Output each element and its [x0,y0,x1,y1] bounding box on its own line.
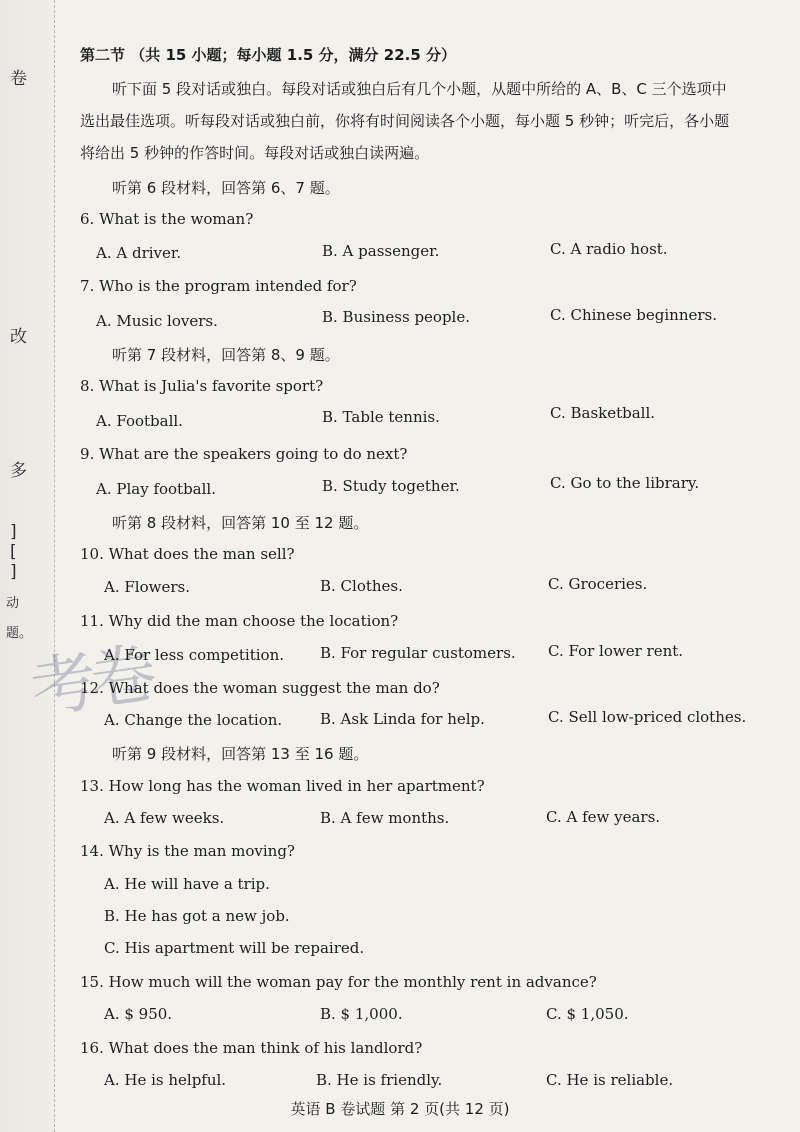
question-stem: 11. Why did the man choose the location? [80,612,399,630]
option-c: C. He is reliable. [546,1071,674,1089]
option-a: A. A driver. [96,244,182,262]
option-c: C. Sell low-priced clothes. [548,708,747,726]
margin-char: 卷 [10,69,27,89]
instructions-line: 选出最佳选项。听每段对话或独白前，你将有时间阅读各个小题，每小题 5 秒钟；听完后，各小题 [80,112,730,130]
option-b: B. For regular customers. [320,644,516,662]
option-c: C. For lower rent. [548,642,684,660]
question-stem: 14. Why is the man moving? [80,842,295,860]
question-stem: 13. How long has the woman lived in her apartment? [80,777,485,795]
question-stem: 6. What is the woman? [80,210,254,228]
option-c: C. A radio host. [550,240,668,258]
instructions-line: 听下面 5 段对话或独白。每段对话或独白后有几个小题，从题中所给的 A、B、C 三个选项中 [112,80,727,98]
option-c: C. Basketball. [550,404,656,422]
page-footer: 英语 B 卷试题 第 2 页(共 12 页) [290,1100,510,1118]
material-heading: 听第 8 段材料，回答第 10 至 12 题。 [112,514,369,532]
option-b: B. A passenger. [322,242,440,260]
option-b: B. He has got a new job. [104,907,290,925]
margin-char: [ [10,542,17,562]
margin-char: 动 [6,596,20,611]
option-c: C. Go to the library. [550,474,700,492]
question-stem: 15. How much will the woman pay for the monthly rent in advance? [80,973,597,991]
option-b: B. Table tennis. [322,408,440,426]
option-b: B. Clothes. [320,577,403,595]
option-a: A. For less competition. [104,646,285,664]
material-heading: 听第 7 段材料，回答第 8、9 题。 [112,346,340,364]
margin-char: ] [10,562,17,582]
option-b: B. Study together. [322,477,460,495]
margin-char: 改 [10,327,27,347]
binding-line [54,0,56,1132]
watermark-stamp: 考卷 [26,634,156,728]
option-a: A. $ 950. [104,1005,173,1023]
option-a: A. He will have a trip. [104,875,270,893]
margin-char: 多 [10,461,27,481]
option-a: A. Flowers. [104,578,190,596]
material-heading: 听第 6 段材料，回答第 6、7 题。 [112,179,340,197]
margin-char: 题。 [6,626,33,641]
option-b: B. $ 1,000. [320,1005,403,1023]
question-stem: 7. Who is the program intended for? [80,277,357,295]
option-a: A. A few weeks. [104,809,225,827]
option-c: C. His apartment will be repaired. [104,939,365,957]
option-b: B. Business people. [322,308,470,326]
option-a: A. Football. [96,412,183,430]
question-stem: 9. What are the speakers going to do next? [80,445,408,463]
question-stem: 12. What does the woman suggest the man do? [80,679,440,697]
margin-char: ] [10,522,17,542]
option-a: A. Music lovers. [96,312,218,330]
option-a: A. Change the location. [104,711,283,729]
option-c: C. $ 1,050. [546,1005,629,1023]
instructions-line: 将给出 5 秒钟的作答时间。每段对话或独白读两遍。 [80,144,430,162]
material-heading: 听第 9 段材料，回答第 13 至 16 题。 [112,745,369,763]
option-c: C. Groceries. [548,575,648,593]
binding-margin [0,0,54,1132]
option-c: C. Chinese beginners. [550,306,718,324]
option-b: B. Ask Linda for help. [320,710,485,728]
option-c: C. A few years. [546,808,661,826]
question-stem: 16. What does the man think of his landlord? [80,1039,423,1057]
question-stem: 10. What does the man sell? [80,545,295,563]
option-b: B. A few months. [320,809,450,827]
option-a: A. He is helpful. [104,1071,227,1089]
question-stem: 8. What is Julia's favorite sport? [80,377,324,395]
option-a: A. Play football. [96,480,216,498]
option-b: B. He is friendly. [316,1071,443,1089]
section-header: 第二节 （共 15 小题；每小题 1.5 分，满分 22.5 分） [80,46,457,64]
